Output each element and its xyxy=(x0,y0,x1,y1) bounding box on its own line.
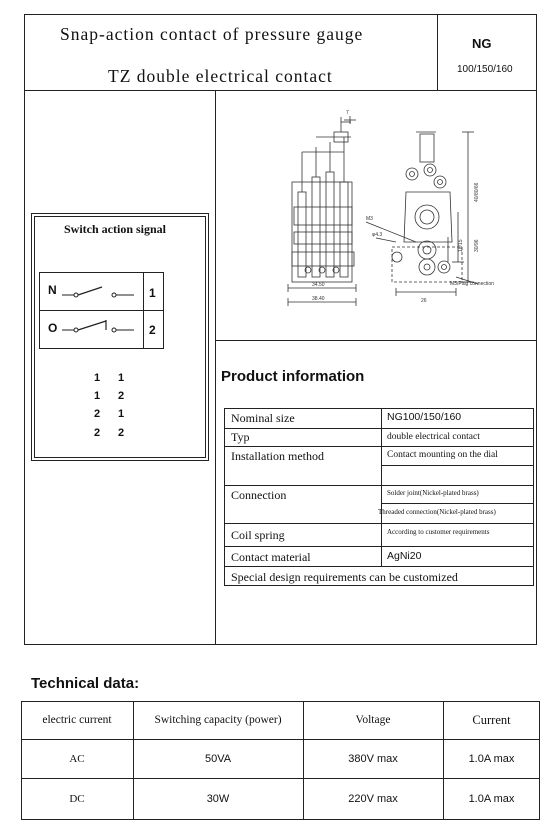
pi-footer-special-design: Special design requirements can be customized xyxy=(231,570,458,584)
combination-2-a: 1 xyxy=(94,390,101,402)
dim-inner-left: 34.50 xyxy=(312,282,325,288)
combination-2-b: 2 xyxy=(118,390,125,402)
technical-data-title: Technical data: xyxy=(31,675,140,692)
pi-label-connection: Connection xyxy=(231,488,287,502)
pi-row-line-3 xyxy=(224,485,534,486)
model-code: NG xyxy=(472,36,492,51)
model-sizes: 100/150/160 xyxy=(457,64,513,75)
dim-vertical-2: 30/96 xyxy=(474,239,480,252)
dim-vertical-1: 40/80/66 xyxy=(474,182,480,202)
pi-inner-line-install xyxy=(381,465,534,466)
pi-row-line-6 xyxy=(224,566,534,567)
pi-label-installation: Installation method xyxy=(231,449,324,463)
frame-right xyxy=(536,14,537,645)
pi-row-line-5 xyxy=(224,546,534,547)
header-divider-h xyxy=(24,90,537,91)
label-hole: φ4.3 xyxy=(372,232,383,238)
switch-action-title: Switch action signal xyxy=(64,222,167,236)
frame-top xyxy=(24,14,537,15)
td-header-switching-capacity: Switching capacity (power) xyxy=(154,714,282,726)
pi-value-coil-spring: According to customer requirements xyxy=(387,528,490,536)
pi-row-line-4 xyxy=(224,523,534,524)
pi-row-line-2 xyxy=(224,446,534,447)
pi-label-typ: Typ xyxy=(231,430,250,444)
pi-value-connection-1: Solder joint(Nickel-plated brass) xyxy=(387,489,479,497)
page-title-line1: Snap-action contact of pressure gauge xyxy=(60,24,364,44)
pi-value-typ: double electrical contact xyxy=(387,432,480,442)
dim-right-width: 26 xyxy=(421,298,427,304)
switch-row-label-o: O xyxy=(48,321,58,335)
combination-4-a: 2 xyxy=(94,427,101,439)
dim-vertical-3: 18/15 xyxy=(458,239,464,252)
pi-label-contact-material: Contact material xyxy=(231,550,311,564)
switch-row-number-1: 1 xyxy=(149,286,156,300)
pi-label-nominal-size: Nominal size xyxy=(231,411,295,425)
td-ac-capacity: 50VA xyxy=(204,752,232,765)
td-dc-voltage: 220V max xyxy=(348,793,398,805)
td-header-voltage: Voltage xyxy=(355,714,391,726)
pi-label-coil-spring: Coil spring xyxy=(231,528,285,542)
combination-1-b: 1 xyxy=(118,372,125,384)
pi-row-line-1 xyxy=(224,428,534,429)
header-divider-v xyxy=(437,14,438,91)
td-dc-type: DC xyxy=(69,793,85,805)
td-header-current: Current xyxy=(472,712,511,727)
td-ac-current: 1.0A max xyxy=(468,752,515,765)
switch-table-col xyxy=(143,272,144,349)
td-dc-capacity: 30W xyxy=(206,793,230,805)
dim-bottom-left: 38.40 xyxy=(312,296,325,302)
td-header-electric-current: electric current xyxy=(42,714,112,726)
switch-row-label-n: N xyxy=(48,283,57,297)
switch-row-number-2: 2 xyxy=(149,323,156,337)
combination-1-a: 1 xyxy=(94,372,101,384)
label-m3: M3 xyxy=(366,216,373,222)
drawing-divider-h xyxy=(215,340,537,341)
product-info-title: Product information xyxy=(221,368,365,385)
pi-col-divider xyxy=(381,408,382,567)
pi-value-installation: Contact mounting on the dial xyxy=(387,450,498,460)
switch-table-mid xyxy=(39,310,164,311)
td-dc-current: 1.0A max xyxy=(468,793,515,805)
frame-bottom xyxy=(24,644,537,645)
switch-symbol-normally-open-icon xyxy=(60,280,140,304)
frame-left xyxy=(24,14,25,645)
page-title-line2: TZ double electrical contact xyxy=(108,66,333,86)
switch-symbol-normally-closed-icon xyxy=(60,316,140,340)
label-connection: M3/Plug connection xyxy=(450,281,494,287)
technical-drawing xyxy=(216,92,536,338)
combination-3-a: 2 xyxy=(94,408,101,420)
combination-4-b: 2 xyxy=(118,427,125,439)
pi-value-connection-2: Threaded connection(Nickel-plated brass) xyxy=(378,508,496,516)
pi-value-nominal-size: NG100/150/160 xyxy=(387,411,462,423)
td-ac-type: AC xyxy=(69,752,85,765)
combination-3-b: 1 xyxy=(118,408,125,420)
dim-top: 7 xyxy=(346,110,349,116)
pi-value-contact-material: AgNi20 xyxy=(387,550,422,562)
pi-inner-line-connection xyxy=(381,503,534,504)
td-ac-voltage: 380V max xyxy=(348,752,398,765)
